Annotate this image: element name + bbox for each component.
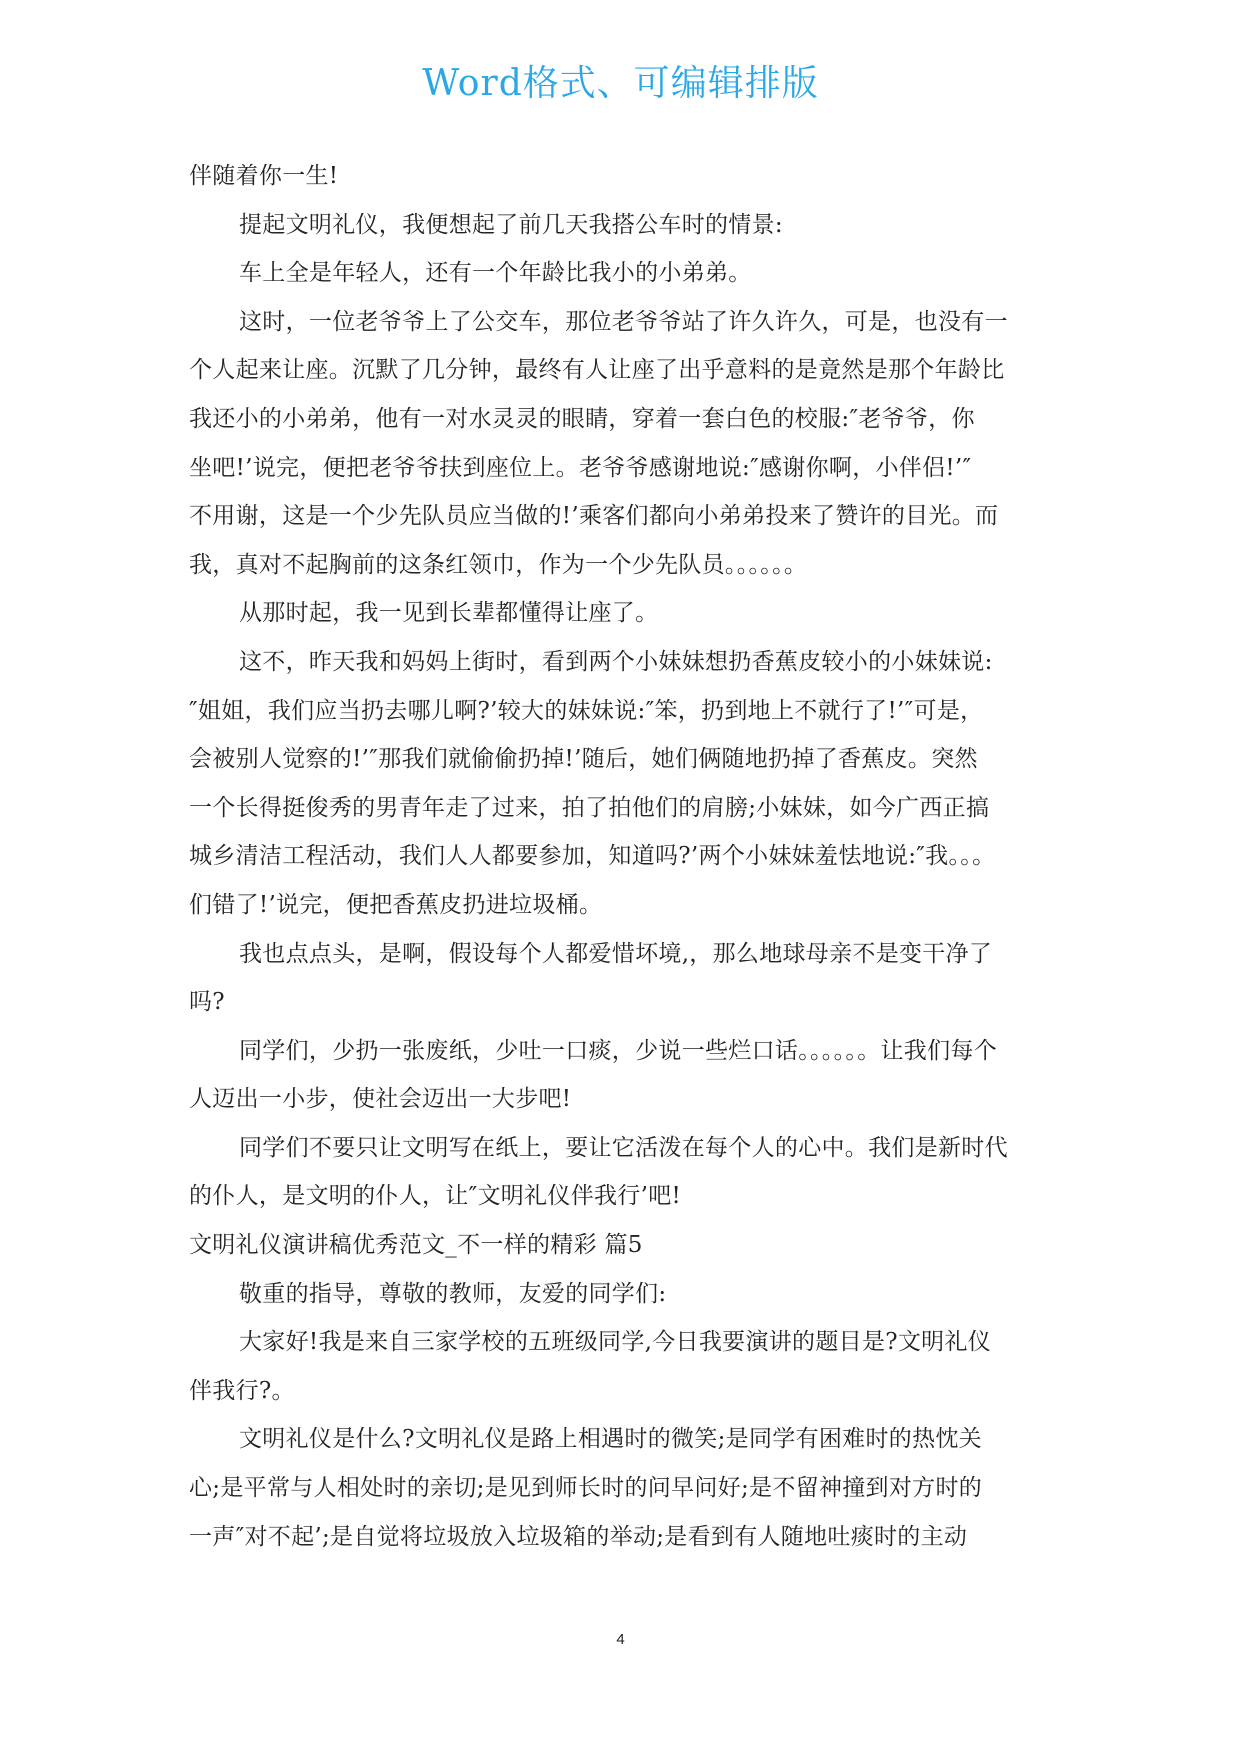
text-line: 会被别人觉察的!’″那我们就偷偷扔掉!’随后，她们俩随地扔掉了香蕉皮。突然: [189, 746, 978, 773]
text-line: 坐吧!’说完，便把老爷爷扶到座位上。老爷爷感谢地说:″感谢你啊，小伴侣!’″: [189, 454, 972, 481]
page-number: 4: [616, 1631, 625, 1648]
text-line: 人迈出一小步，使社会迈出一大步吧!: [189, 1086, 572, 1113]
text-line: 提起文明礼仪，我便想起了前几天我搭公车时的情景:: [239, 211, 783, 238]
section-heading: 文明礼仪演讲稿优秀范文_不一样的精彩 篇5: [189, 1232, 643, 1259]
text-line: 城乡清洁工程活动，我们人人都要参加，知道吗?’两个小妹妹羞怯地说:″我。。。: [189, 843, 996, 870]
text-line: 文明礼仪是什么?文明礼仪是路上相遇时的微笑;是同学有困难时的热忱关: [239, 1426, 982, 1453]
text-line: 大家好!我是来自三家学校的五班级同学,今日我要演讲的题目是?文明礼仪: [239, 1329, 992, 1356]
text-line: 不用谢，这是一个少先队员应当做的!’乘客们都向小弟弟投来了赞许的目光。而: [189, 503, 999, 530]
text-line: 同学们不要只让文明写在纸上，要让它活泼在每个人的心中。我们是新时代: [239, 1134, 1008, 1161]
text-line: 车上全是年轻人，还有一个年龄比我小的小弟弟。: [239, 260, 752, 287]
text-line: 我还小的小弟弟，他有一对水灵灵的眼睛，穿着一套白色的校服:″老爷爷，你: [189, 405, 975, 432]
text-line: 一声″对不起’;是自觉将垃圾放入垃圾箱的举动;是看到有人随地吐痰时的主动: [189, 1523, 968, 1550]
text-line: 同学们，少扔一张废纸，少吐一口痰，少说一些烂口话。。。。。。让我们每个: [239, 1037, 997, 1064]
text-line: 伴我行?。: [189, 1377, 295, 1404]
page-header-title: Word格式、可编辑排版: [422, 63, 819, 104]
text-line: 敬重的指导，尊敬的教师，友爱的同学们:: [239, 1280, 667, 1307]
text-line: 我也点点头，是啊，假设每个人都爱惜坏境,，那么地球母亲不是变干净了: [239, 940, 993, 967]
text-line: 个人起来让座。沉默了几分钟，最终有人让座了出乎意料的是竟然是那个年龄比: [189, 357, 1005, 384]
text-line: 伴随着你一生!: [189, 163, 339, 189]
text-line: 吗?: [189, 989, 225, 1016]
text-line: 我，真对不起胸前的这条红领巾，作为一个少先队员。。。。。。: [189, 551, 808, 578]
text-line: 们错了!’说完，便把香蕉皮扔进垃圾桶。: [189, 891, 603, 918]
text-line: 这不，昨天我和妈妈上街时，看到两个小妹妹想扔香蕉皮较小的小妹妹说:: [239, 648, 993, 675]
text-line: 的仆人，是文明的仆人，让″文明礼仪伴我行’吧!: [189, 1183, 682, 1210]
text-line: ″姐姐，我们应当扔去哪儿啊?’较大的妹妹说:″笨，扔到地上不就行了!’″可是，: [189, 697, 984, 724]
text-line: 一个长得挺俊秀的男青年走了过来，拍了拍他们的肩膀;小妹妹，如今广西正搞: [189, 794, 990, 821]
text-line: 从那时起，我一见到长辈都懂得让座了。: [239, 600, 659, 627]
document-body: [189, 152, 1055, 1561]
text-line: 这时，一位老爷爷上了公交车，那位老爷爷站了许久许久，可是，也没有一: [239, 308, 1008, 335]
text-line: 心;是平常与人相处时的亲切;是见到师长时的问早问好;是不留神撞到对方时的: [189, 1475, 983, 1502]
